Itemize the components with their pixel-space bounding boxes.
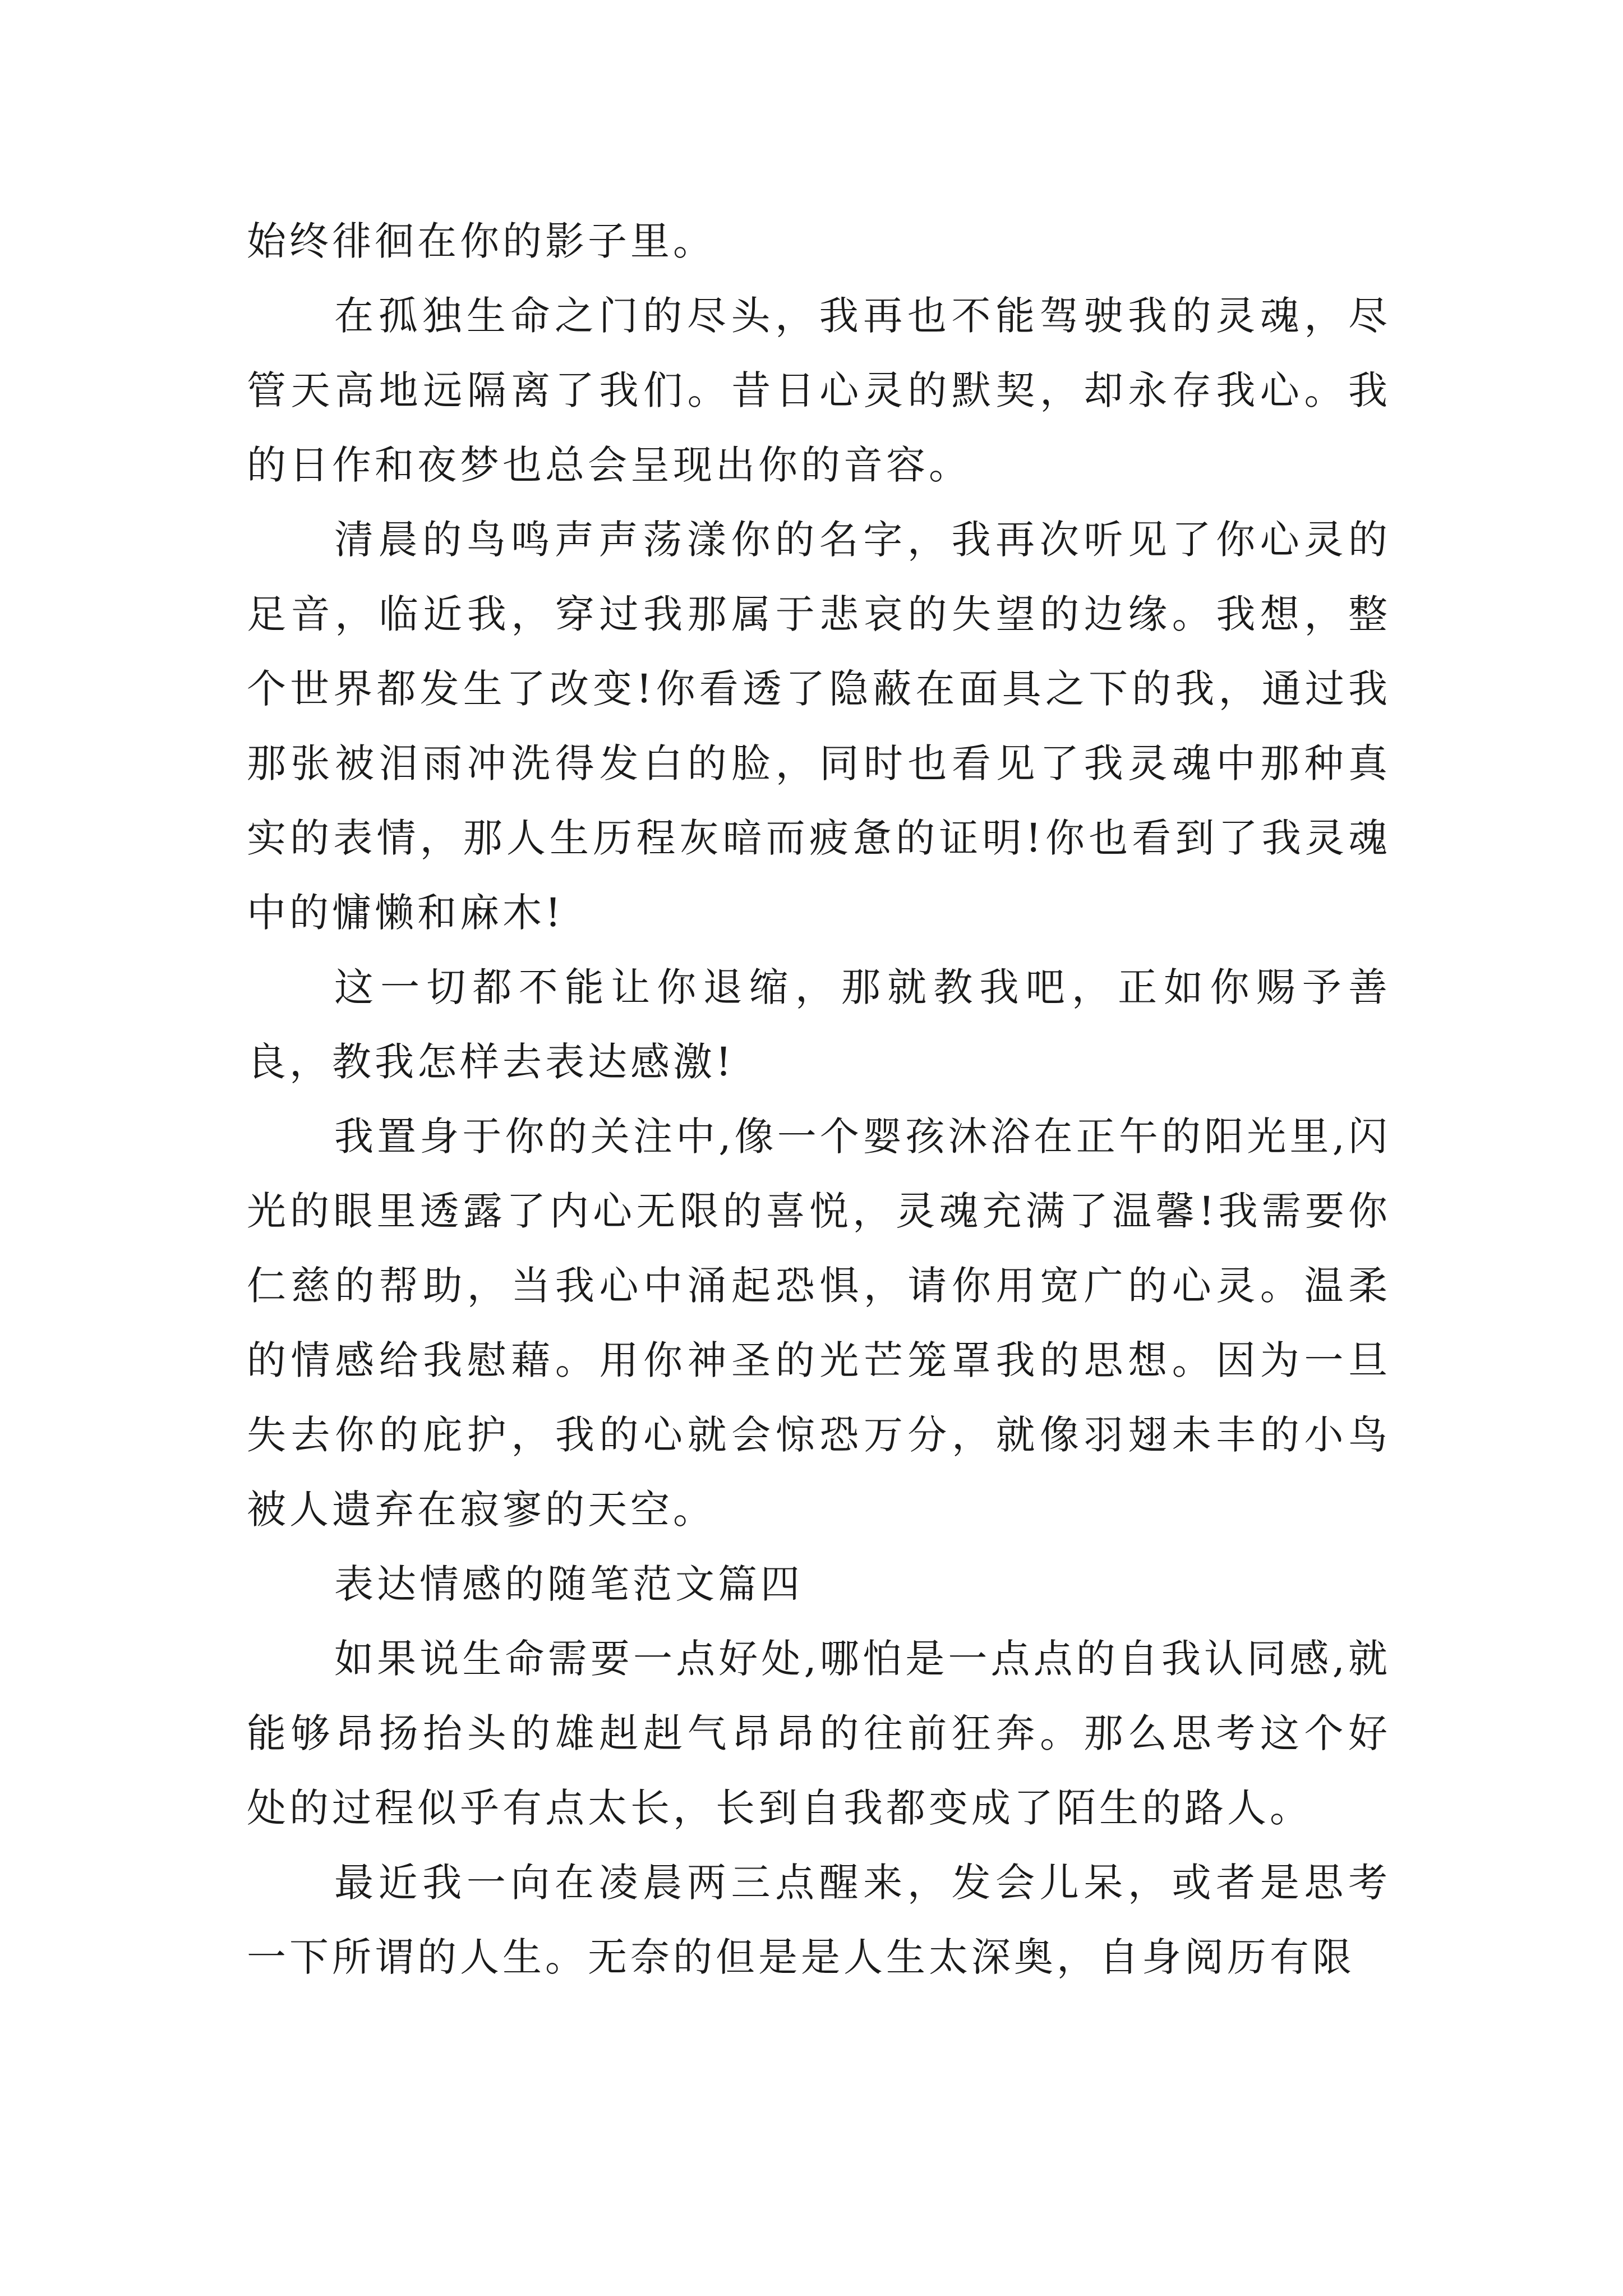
document-body xyxy=(247,204,1391,1995)
paragraph-6: 如果说生命需要一点好处,哪怕是一点点的自我认同感,就能够昂扬抬头的雄赳赳气昂昂的往前狂奔。那么思考这个好处的过程似乎有点太长，长到自我都变成了陌生的路人。 xyxy=(247,1636,1391,1831)
section-heading: 表达情感的随笔范文篇四 xyxy=(334,1561,803,1607)
paragraph-1: 始终徘徊在你的影子里。 xyxy=(247,218,716,264)
paragraph-5: 我置身于你的关注中,像一个婴孩沐浴在正午的阳光里,闪光的眼里透露了内心无限的喜悦，灵魂充满了温馨!我需要你仁慈的帮助，当我心中涌起恐惧，请你用宽广的心灵。温柔的情感给我慰藉。用你神圣的光芒笼罩我的思想。因为一旦失去你的庇护，我的心就会惊恐万分，就像羽翅未丰的小鸟被人遗弃在寂寥的天空。 xyxy=(247,1114,1391,1533)
paragraph-3: 清晨的鸟鸣声声荡漾你的名字，我再次听见了你心灵的足音，临近我，穿过我那属于悲哀的失望的边缘。我想，整个世界都发生了改变!你看透了隐蔽在面具之下的我，通过我那张被泪雨冲洗得发白的脸，同时也看见了我灵魂中那种真实的表情，那人生历程灰暗而疲惫的证明!你也看到了我灵魂中的慵懒和麻木! xyxy=(247,517,1391,936)
paragraph-2: 在孤独生命之门的尽头，我再也不能驾驶我的灵魂，尽管天高地远隔离了我们。昔日心灵的默契，却永存我心。我的日作和夜梦也总会呈现出你的音容。 xyxy=(247,293,1391,488)
paragraph-7: 最近我一向在凌晨两三点醒来，发会儿呆，或者是思考一下所谓的人生。无奈的但是是人生太深奥，自身阅历有限 xyxy=(247,1860,1391,1980)
paragraph-4: 这一切都不能让你退缩，那就教我吧，正如你赐予善良，教我怎样去表达感激! xyxy=(247,964,1391,1085)
